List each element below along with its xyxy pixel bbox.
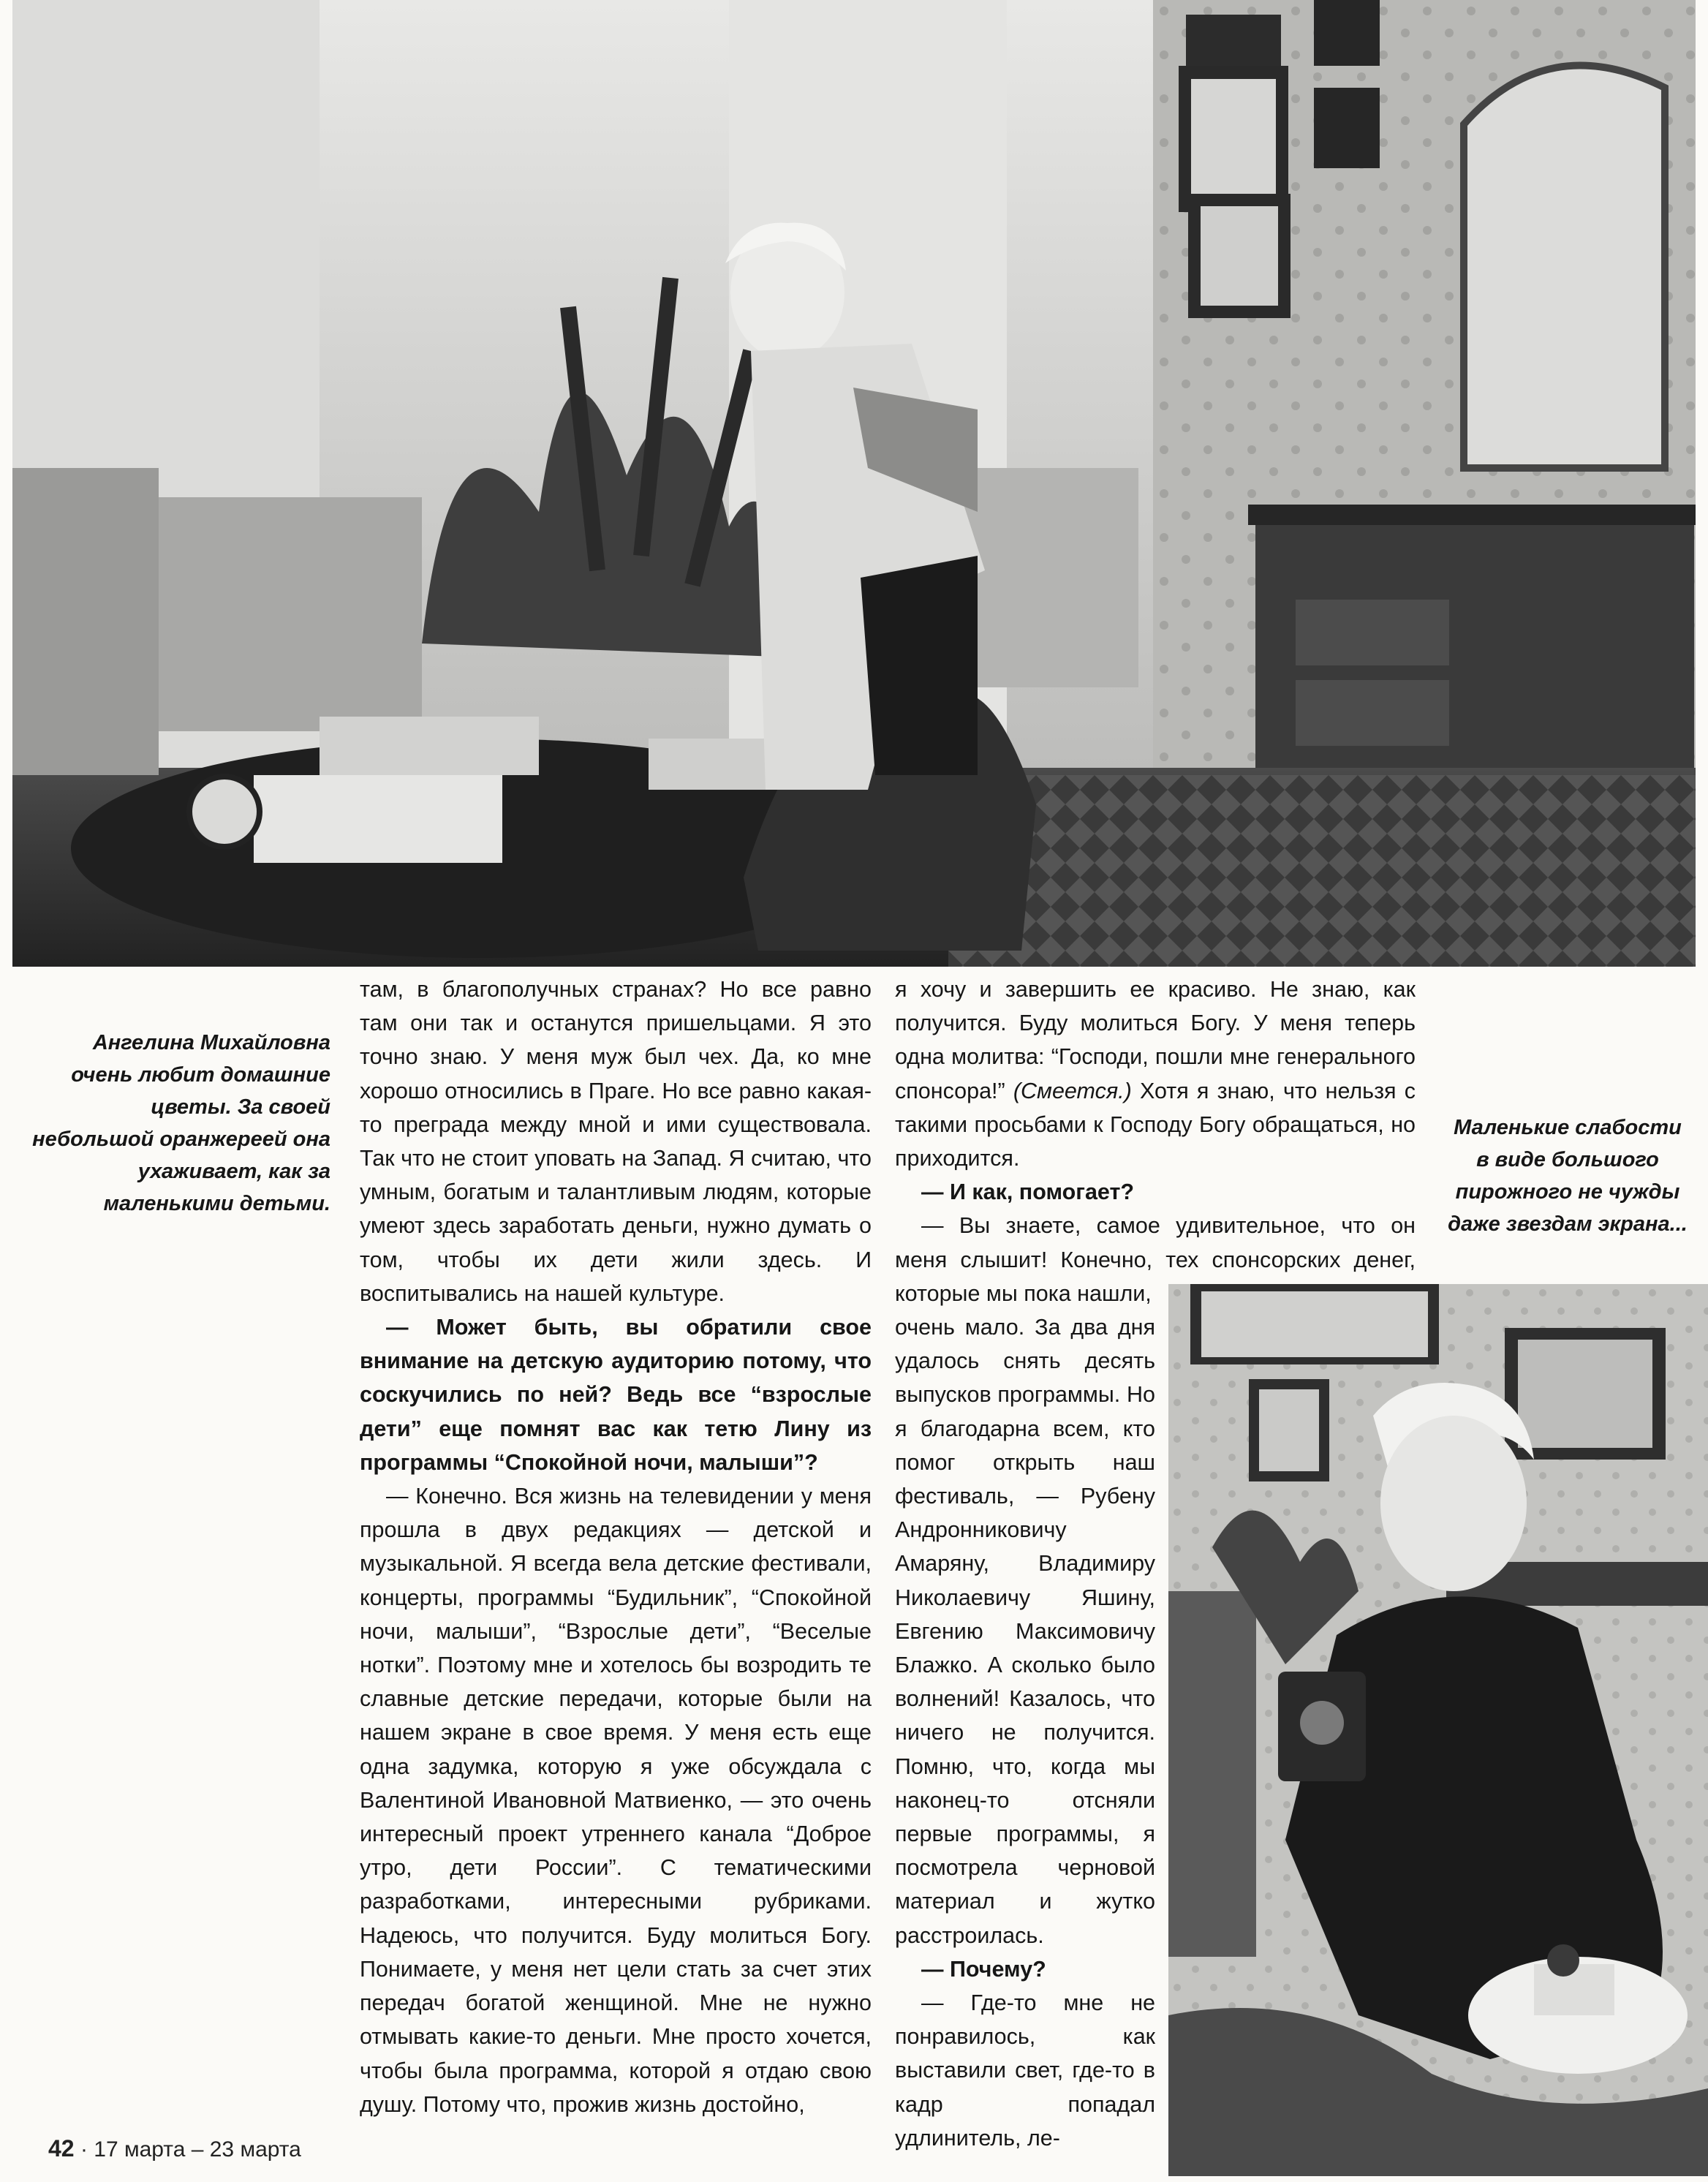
- article-column-right: [895, 973, 1416, 1310]
- article-paragraph: там, в благополучных странах? Но все равно там они так и останутся пришельцами. Я это точно знаю. У меня муж был чех. Да, ко мне хорошо относились в Праге. Но все равно какая-то преграда между мной и ими существовала. Так что не стоит уповать на Запад. Я считаю, что умным, богатым и талантливым людям, которые умеют здесь заработать деньги, нужно думать о том, чтобы их дети жили здесь. И воспитывались на нашей культуре.: [360, 977, 872, 1306]
- photo-right-illustration: [1168, 1284, 1708, 2176]
- interview-answer: — Конечно. Вся жизнь на телевидении у меня прошла в двух редакциях — детской и музыкальной. Я всегда вела детские фестивали, концерты, программы “Будильник”, “Спокойной ночи, малыши”, “Взрослые дети”, “Веселые нотки”. Поэтому мне и хотелось бы возродить те славные детские передачи, которые были на нашем экране в свое время. У меня есть еще одна задумка, которую я уже обсуждала с Валентиной Ивановной Матвиенко, — это очень интересный проект утреннего канала “Доброе утро, дети России”. С тематическими разработками, интересными рубриками. Надеюсь, что получится. Буду молиться Богу. Понимаете, у меня нет цели стать за счет этих передач богатой женщиной. Мне не нужно отмывать какие-то деньги. Мне просто хочется, чтобы была программа, которой я отдаю свою душу. Потому что, прожив жизнь достойно,: [360, 1484, 872, 2117]
- page-footer: [48, 2135, 301, 2162]
- photo-woman-with-plants: [12, 0, 1696, 967]
- interview-answer-continued: очень мало. За два дня удалось снять десять выпусков программы. Но я благодарна всем, кто помог открыть наш фестиваль, — Рубену Андронниковичу Амаряну, Владимиру Николаевичу Яшину, Евгению Максимовичу Блажко. А сколько было волнений! Казалось, что ничего не получится. Помню, что, когда мы наконец-то отсняли первые программы, я посмотрела черновой материал и жутко расстроилась.: [895, 1315, 1155, 1948]
- photo-top-illustration: [12, 0, 1696, 967]
- stage-direction: (Смеется.): [1013, 1078, 1132, 1103]
- interview-question: — Почему?: [921, 1956, 1046, 1982]
- article-column-middle: [360, 973, 872, 2121]
- page-number: 42: [48, 2135, 75, 2162]
- article-column-right-narrow: [895, 1310, 1155, 2155]
- interview-question: — Может быть, вы обратили свое внимание на детскую аудиторию потому, что соскучились по ней? Ведь все “взрослые дети” еще помнят вас как тетю Лину из программы “Спокойной ночи, малыши”?: [360, 1315, 872, 1475]
- caption-right: Маленькие слабости в виде большого пирожного не чужды даже звездам экрана...: [1448, 1116, 1688, 1236]
- issue-dates: · 17 марта – 23 марта: [80, 2137, 301, 2162]
- photo-woman-with-cake: [1168, 1284, 1708, 2176]
- paragraph-text: я хочу и завершить ее красиво. Не знаю, как получится. Буду молиться Богу. У меня теперь одна молитва: “Господи, пошли мне генерального спонсора!”: [895, 977, 1416, 1103]
- article-paragraph: [895, 973, 1416, 1175]
- caption-left: Ангелина Михайловна очень любит домашние цветы. За своей небольшой оранжереей она ухаживает, как за маленькими детьми.: [32, 1031, 330, 1215]
- paragraph-text: Хотя я знаю, что нельзя с такими просьбами к Господу Богу обращаться, но приходится.: [895, 1078, 1416, 1171]
- interview-answer: — Вы знаете, самое удивительное, что он меня слышит! Конечно, тех спонсорских денег, которые мы пока нашли,: [895, 1213, 1416, 1306]
- interview-answer: — Где-то мне не понравилось, как выставили свет, где-то в кадр попадал удлинитель, ле-: [895, 1990, 1155, 2151]
- interview-question: — И как, помогает?: [921, 1179, 1135, 1205]
